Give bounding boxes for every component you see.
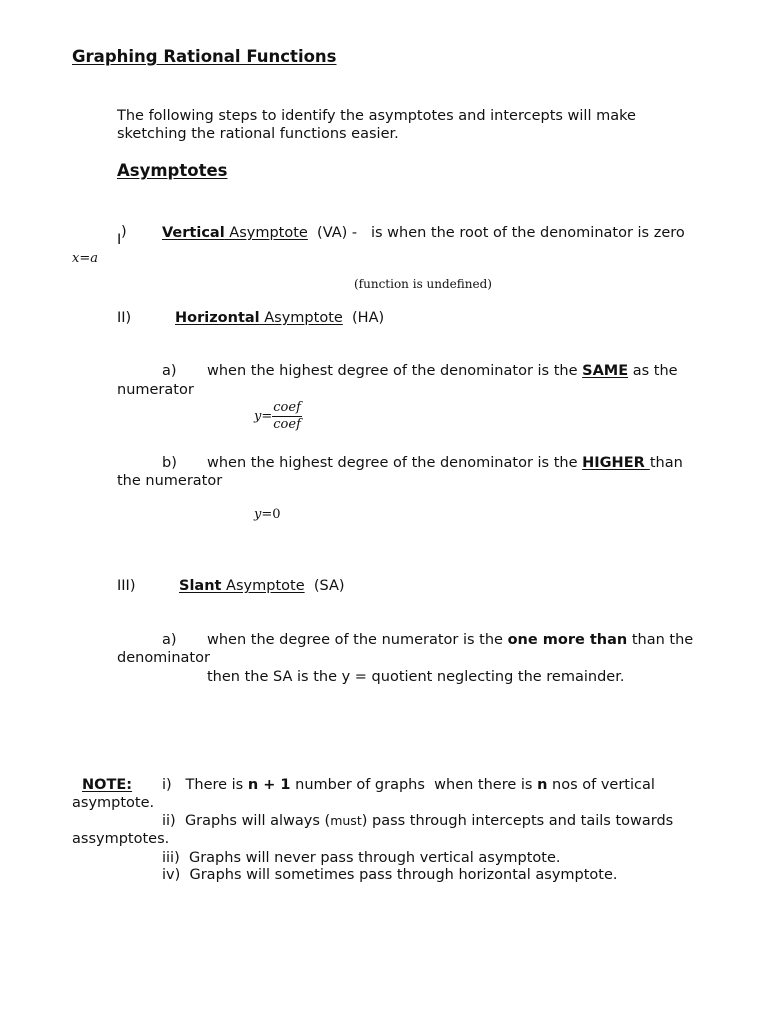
intro-line-2: sketching the rational functions easier. <box>117 126 399 142</box>
slant-abbr: (SA) <box>313 578 345 594</box>
slant-a-post: than the <box>627 632 694 648</box>
note-i-cont: asymptote. <box>72 795 155 811</box>
note-ii-post: ) pass through intercepts and tails towards <box>361 813 674 829</box>
horizontal-a-eq-lhs: y <box>254 409 262 424</box>
slant-a-marker: a) <box>162 632 177 648</box>
horizontal-a-equation: y= $\frac{\text{coef}}{\text{coef}}$ <box>254 400 301 432</box>
horizontal-word: Asymptote <box>259 310 343 326</box>
horizontal-a-pre: when the highest degree of the denominator is the <box>207 363 583 379</box>
slant-a-pre: when the degree of the numerator is the <box>207 632 508 648</box>
horizontal-b-cont: the numerator <box>117 473 223 489</box>
horizontal-numeral: II) <box>117 310 132 326</box>
slant-a-emph: one more than <box>507 632 628 648</box>
vertical-bold: Vertical <box>162 225 225 241</box>
section-heading: Asymptotes <box>117 161 228 180</box>
vertical-equation: x=a <box>72 251 99 266</box>
note-i-pre: There is <box>185 777 248 793</box>
horizontal-a-marker: a) <box>162 363 177 379</box>
horizontal-b-eq-rhs: 0 <box>272 507 281 522</box>
fraction-numerator: coef <box>273 400 301 415</box>
horizontal-a-post: as the <box>628 363 678 379</box>
note-ii-pre: Graphs will always ( <box>184 813 331 829</box>
horizontal-abbr: (HA) <box>352 310 385 326</box>
fraction-denominator: coef <box>273 417 301 432</box>
vertical-eq-lhs: x <box>72 251 80 266</box>
vertical-abbr: (VA) - <box>317 225 358 241</box>
note-i-bold-1: n + 1 <box>247 777 291 793</box>
horizontal-a-cont: numerator <box>117 382 194 398</box>
page-title: Graphing Rational Functions <box>72 47 337 66</box>
horizontal-b-equation: y=0 <box>254 507 281 522</box>
note-label: NOTE: <box>82 777 133 793</box>
note-ii-cont: assymptotes. <box>72 831 170 847</box>
slant-word: Asymptote <box>221 578 305 594</box>
horizontal-heading <box>175 310 384 326</box>
note-ii-small: must <box>330 813 362 828</box>
note-iv: iv) Graphs will sometimes pass through horizontal asymptote. <box>162 867 618 883</box>
horizontal-b-post: than <box>649 455 683 471</box>
vertical-note: (function is undefined) <box>354 277 492 291</box>
note-ii <box>162 813 673 829</box>
slant-a-cont: denominator <box>117 650 210 666</box>
note-i-bold-2: n <box>537 777 548 793</box>
intro-line-1: The following steps to identify the asymptotes and intercepts will make <box>117 108 636 124</box>
vertical-paren: ) <box>121 224 127 240</box>
horizontal-b-pre: when the highest degree of the denominator is the <box>207 455 583 471</box>
horizontal-bold: Horizontal <box>175 310 260 326</box>
slant-a-text <box>207 632 693 648</box>
note-i <box>162 777 655 793</box>
coef-fraction <box>272 400 302 433</box>
slant-numeral: III) <box>117 578 136 594</box>
vertical-word: Asymptote <box>224 225 308 241</box>
note-i-marker: i) <box>162 777 172 793</box>
horizontal-b-text <box>207 455 683 471</box>
vertical-numeral: I <box>117 232 122 248</box>
vertical-heading <box>162 225 685 241</box>
slant-bold: Slant <box>179 578 222 594</box>
horizontal-b-emph: HIGHER <box>582 455 650 471</box>
note-ii-marker: ii) <box>162 813 176 829</box>
slant-a-then: then the SA is the y = quotient neglecting the remainder. <box>207 669 625 685</box>
horizontal-label <box>175 310 343 326</box>
horizontal-b-eq-lhs: y <box>254 507 262 522</box>
note-i-mid: number of graphs when there is <box>290 777 538 793</box>
note-iii: iii) Graphs will never pass through vertical asymptote. <box>162 850 561 866</box>
slant-label <box>179 578 305 594</box>
horizontal-a-emph: SAME <box>582 363 629 379</box>
horizontal-a-text <box>207 363 678 379</box>
slant-heading <box>179 578 345 594</box>
vertical-label <box>162 225 308 241</box>
vertical-eq-rhs: a <box>90 251 99 266</box>
horizontal-b-marker: b) <box>162 455 177 471</box>
vertical-desc: is when the root of the denominator is zero <box>370 225 685 241</box>
note-i-post: nos of vertical <box>547 777 655 793</box>
